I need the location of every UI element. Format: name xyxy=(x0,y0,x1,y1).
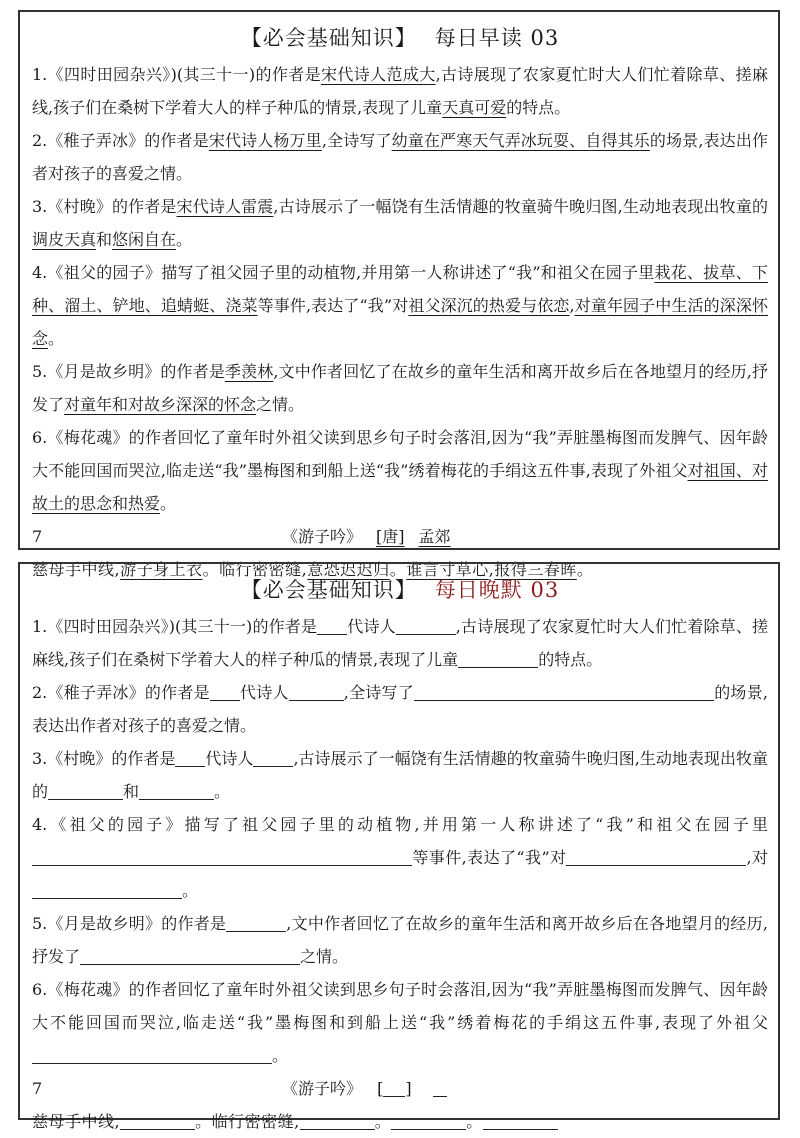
morning-item-answer: 宋代诗人雷震 xyxy=(176,197,274,216)
morning-item-text: 2.《稚子弄冰》的作者是 xyxy=(32,131,209,150)
morning-item-3 xyxy=(32,190,768,256)
morning-poem-answer: 意恐迟迟归 xyxy=(307,560,390,579)
morning-item-2 xyxy=(32,124,768,190)
evening-poem-title: 《游子吟》 xyxy=(282,1079,363,1098)
evening-poem-text: 。 xyxy=(466,1112,483,1131)
morning-item-text: 3.《村晚》的作者是 xyxy=(32,197,177,216)
evening-item-blank[interactable] xyxy=(175,746,205,767)
evening-item-text: 2.《稚子弄冰》的作者是 xyxy=(32,683,210,702)
evening-item-text: 和 xyxy=(123,782,140,801)
morning-item-text: 4.《祖父的园子》描写了祖父园子里的动植物,并用第一人称讲述了“我”和祖父在园子里 xyxy=(32,263,655,282)
morning-item-answer: 天真可爱 xyxy=(442,98,507,117)
morning-title-main: 【必会基础知识】 xyxy=(240,26,417,50)
morning-poem-title: 《游子吟》 xyxy=(282,527,363,546)
evening-poem-text: 。临行密密缝, xyxy=(195,1112,300,1131)
morning-item-answer: 对童年园子中生活的深深怀念 xyxy=(32,296,768,348)
evening-poem-text xyxy=(32,1105,768,1138)
morning-item-answer: 调皮天真 xyxy=(32,230,97,249)
morning-item-text: ,古诗展现了农家夏忙时大人们忙着除草、搓麻线,孩子们在桑树下学着大人的样子种瓜的情景,表现了儿童 xyxy=(32,65,768,117)
morning-poem-text: 。 xyxy=(389,560,407,579)
morning-item-answer: 宋代诗人杨万里 xyxy=(208,131,322,150)
morning-item-text: 6.《梅花魂》的作者回忆了童年时外祖父读到思乡句子时会落泪,因为“我”弄脏墨梅图而发脾气、因年龄大不能回国而哭泣,临走送“我”墨梅图和到船上送“我”绣着梅花的手绢这五件事,表现了外祖父 xyxy=(32,428,768,480)
morning-poem-answer: 谁言寸草心 xyxy=(406,560,489,579)
evening-item-blank[interactable] xyxy=(80,944,300,965)
evening-item-text: 。 xyxy=(214,782,231,801)
morning-reading-panel xyxy=(18,10,780,579)
evening-item-text: 4.《祖父的园子》描写了祖父园子里的动植物,并用第一人称讲述了“我”和祖父在园子里 xyxy=(32,815,768,834)
morning-item-text: 5.《月是故乡明》的作者是 xyxy=(32,362,225,381)
morning-poem-number: 7 xyxy=(32,527,43,546)
evening-item-2 xyxy=(32,676,768,742)
evening-item-text: ,古诗展现了农家夏忙时大人们忙着除草、搓麻线,孩子们在桑树下学着大人的样子种瓜的情景,表现了儿童 xyxy=(32,617,769,669)
evening-item-blank[interactable] xyxy=(414,680,714,701)
evening-author-blank[interactable] xyxy=(433,1078,447,1097)
evening-title-main: 【必会基础知识】 xyxy=(240,578,417,602)
evening-item-blank[interactable] xyxy=(317,614,347,635)
evening-item-text: ,古诗展示了一幅饶有生活情趣的牧童骑牛晚归图,生动地表现出牧童的 xyxy=(32,749,768,801)
morning-items xyxy=(32,58,768,520)
evening-item-text: 之情。 xyxy=(300,947,349,966)
morning-item-4 xyxy=(32,256,768,355)
morning-item-1 xyxy=(32,58,768,124)
morning-poem-text: 。 xyxy=(576,560,594,579)
evening-item-text: 的特点。 xyxy=(538,650,603,669)
morning-item-answer: 对祖国、对故土的思念和热爱 xyxy=(32,461,768,513)
morning-poem-text: , xyxy=(488,560,495,579)
evening-item-text: 6.《梅花魂》的作者回忆了童年时外祖父读到思乡句子时会落泪,因为“我”弄脏墨梅图而发脾气、因年龄大不能回国而哭泣,临走送“我”墨梅图和到船上送“我”绣着梅花的手绢这五件事,表现了外祖父 xyxy=(32,980,768,1032)
evening-item-blank[interactable] xyxy=(253,746,293,767)
evening-item-text: 等事件,表达了“我”对 xyxy=(412,848,567,867)
evening-poem-blank[interactable] xyxy=(483,1109,558,1130)
evening-item-blank[interactable] xyxy=(458,647,538,668)
evening-item-text: ,全诗写了 xyxy=(343,683,414,702)
evening-poem-number: 7 xyxy=(32,1079,43,1098)
evening-item-blank[interactable] xyxy=(32,1043,272,1064)
evening-poem-text: 。 xyxy=(374,1112,392,1131)
evening-item-text: 的场景,表达出作者对孩子的喜爱之情。 xyxy=(32,683,768,735)
evening-item-text: 。 xyxy=(182,881,199,900)
evening-item-text: 代诗人 xyxy=(347,617,396,636)
evening-item-blank[interactable] xyxy=(32,845,412,866)
evening-poem-blank[interactable] xyxy=(120,1109,195,1130)
evening-item-text: 对 xyxy=(751,848,768,867)
evening-item-text: 5.《月是故乡明》的作者是 xyxy=(32,914,227,933)
evening-item-blank[interactable] xyxy=(566,845,746,866)
morning-item-text: 的场景,表达出作者对孩子的喜爱之情。 xyxy=(32,131,768,183)
morning-panel-title xyxy=(32,22,768,52)
morning-item-text: 。 xyxy=(48,329,65,348)
morning-poem-heading xyxy=(32,520,768,553)
evening-item-blank[interactable] xyxy=(210,680,240,701)
morning-item-text: 和 xyxy=(96,230,113,249)
morning-item-answer: 幼童在严寒天气弄冰玩耍、自得其乐 xyxy=(391,131,650,150)
evening-item-text: 3.《村晚》的作者是 xyxy=(32,749,176,768)
evening-item-text: ,文中作者回忆了在故乡的童年生活和离开故乡后在各地望月的经历,抒发了 xyxy=(32,914,768,966)
morning-item-answer: 宋代诗人范成大 xyxy=(320,65,436,84)
morning-item-6 xyxy=(32,421,768,520)
evening-title-sub: 每日晚默 03 xyxy=(434,578,560,602)
morning-poem-text: 慈母手中线, xyxy=(32,560,121,579)
morning-item-answer: 栽花、拔草、下种、溜土、铲地、追蜻蜓、浇菜 xyxy=(32,263,768,315)
evening-item-blank[interactable] xyxy=(226,911,286,932)
morning-poem-answer: 报得三春晖 xyxy=(494,560,577,579)
evening-dynasty-blank[interactable]: [ ] xyxy=(377,1079,412,1098)
evening-item-text: , xyxy=(746,848,752,867)
morning-item-text: 之情。 xyxy=(256,395,305,414)
morning-item-answer: 对童年和对故乡深深的怀念 xyxy=(64,395,257,414)
evening-item-blank[interactable] xyxy=(139,779,214,800)
evening-item-text: 代诗人 xyxy=(205,749,254,768)
morning-poem-text: 。临行密密缝, xyxy=(202,560,308,579)
morning-item-text: 。 xyxy=(160,494,177,513)
evening-item-1 xyxy=(32,610,768,676)
morning-item-text: , xyxy=(569,296,575,315)
evening-item-text: 1.《四时田园杂兴》)(其三十一)的作者是 xyxy=(32,617,318,636)
morning-item-5 xyxy=(32,355,768,421)
morning-item-answer: 祖父深沉的热爱与依恋 xyxy=(408,296,570,315)
morning-poem-dynasty: [唐] xyxy=(376,527,405,546)
evening-poem-blank[interactable] xyxy=(300,1109,375,1130)
evening-poem-blank[interactable] xyxy=(391,1109,466,1130)
morning-poem-answer: 游子身上衣 xyxy=(120,560,203,579)
morning-title-sub: 每日早读 03 xyxy=(434,26,560,50)
morning-item-text: 等事件,表达了“我”对 xyxy=(257,296,409,315)
evening-item-blank[interactable] xyxy=(32,878,182,899)
evening-dictation-panel xyxy=(18,562,780,1131)
evening-panel-title xyxy=(32,574,768,604)
evening-items xyxy=(32,610,768,1072)
evening-item-4 xyxy=(32,808,768,907)
morning-item-answer: 季羡林 xyxy=(224,362,274,381)
morning-item-text: 。 xyxy=(176,230,193,249)
morning-item-text: 1.《四时田园杂兴》)(其三十一)的作者是 xyxy=(32,65,321,84)
evening-item-text: 代诗人 xyxy=(239,683,289,702)
evening-item-6 xyxy=(32,973,768,1072)
evening-poem-heading xyxy=(32,1072,768,1105)
morning-item-text: 的特点。 xyxy=(506,98,571,117)
morning-item-text: ,全诗写了 xyxy=(321,131,392,150)
evening-item-blank[interactable] xyxy=(289,680,344,701)
evening-item-3 xyxy=(32,742,768,808)
morning-item-text: ,文中作者回忆了在故乡的童年生活和离开故乡后在各地望月的经历,抒发了 xyxy=(32,362,768,414)
morning-item-answer: 悠闲自在 xyxy=(112,230,177,249)
evening-item-blank[interactable] xyxy=(396,614,456,635)
evening-item-blank[interactable] xyxy=(48,779,123,800)
evening-item-text: 。 xyxy=(272,1046,289,1065)
evening-poem-text: 慈母手中线, xyxy=(32,1112,121,1131)
evening-item-5 xyxy=(32,907,768,973)
morning-poem-author: 孟郊 xyxy=(418,527,451,546)
morning-item-text: ,古诗展示了一幅饶有生活情趣的牧童骑牛晚归图,生动地表现出牧童的 xyxy=(273,197,768,216)
